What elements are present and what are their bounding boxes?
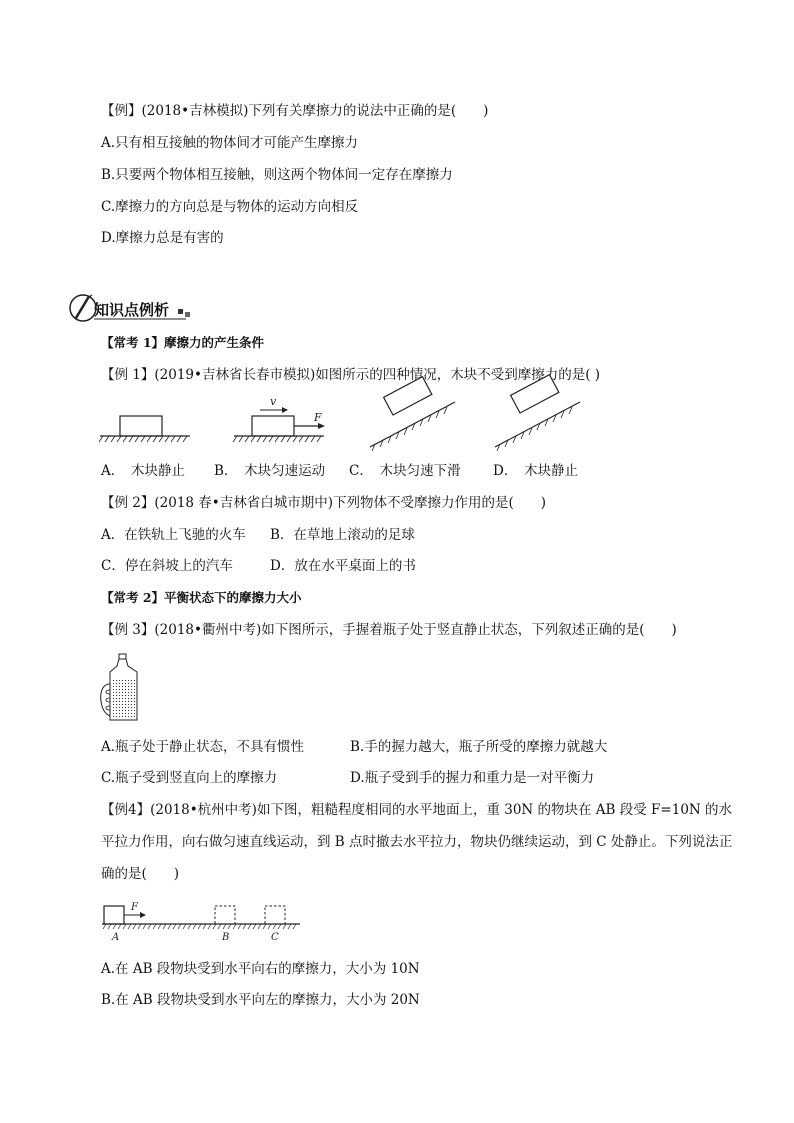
label-f: F <box>131 902 138 913</box>
example-2-stem: 【例 2】(2018 春•吉林省白城市期中)下列物体不受摩擦力作用的是( ) <box>101 495 547 511</box>
example-2-option-b: B．在草地上滚动的足球 <box>270 527 415 543</box>
figure-c <box>370 377 455 451</box>
example-3-option-b: B.手的握力越大，瓶子所受的摩擦力就越大 <box>350 739 608 755</box>
option-c: C.摩擦力的方向总是与物体的运动方向相反 <box>101 199 359 215</box>
figure-label-d: D． 木块静止 <box>493 463 579 479</box>
example-4-option-b: B.在 AB 段物块受到水平向左的摩擦力，大小为 20N <box>101 992 420 1008</box>
figure-label-a: A． 木块静止 <box>101 463 185 479</box>
figure-a <box>99 416 190 442</box>
option-d: D.摩擦力总是有害的 <box>101 230 224 246</box>
topic-heading-1: 【常考 1】摩擦力的产生条件 <box>101 335 265 350</box>
example-4-stem-line-3: 确的是( ) <box>101 866 180 882</box>
figure-label-c: C． 木块匀速下滑 <box>349 463 461 479</box>
figure-label-b: B． 木块匀速运动 <box>214 463 326 479</box>
example-3-option-d: D.瓶子受到手的握力和重力是一对平衡力 <box>350 770 595 786</box>
option-b: B.只要两个物体相互接触，则这两个物体间一定存在摩擦力 <box>101 167 453 183</box>
label-b: B <box>222 932 230 943</box>
example-1-figures <box>100 392 620 452</box>
option-a: A.只有相互接触的物体间才可能产生摩擦力 <box>101 135 359 151</box>
example-2-option-d: D．放在水平桌面上的书 <box>270 558 416 574</box>
label-v: v <box>270 395 277 408</box>
figure-d <box>495 375 580 451</box>
label-f: F <box>314 411 322 424</box>
label-a: A <box>112 932 120 943</box>
example-1-stem: 【例 1】(2019•吉林省长春市模拟)如图所示的四种情况，木块不受到摩擦力的是( ) <box>101 367 601 383</box>
example-3-stem: 【例 3】(2018•衢州中考)如下图所示，手握着瓶子处于竖直静止状态，下列叙述正确的是( ) <box>101 622 677 638</box>
label-c: C <box>271 932 279 943</box>
question-stem: 【例】(2018•吉林模拟)下列有关摩擦力的说法中正确的是( ) <box>101 103 489 119</box>
example-3-option-c: C.瓶子受到竖直向上的摩擦力 <box>101 770 278 786</box>
example-2-option-a: A．在铁轨上飞驰的火车 <box>101 527 246 543</box>
section-header <box>68 292 198 324</box>
example-2-option-c: C．停在斜坡上的汽车 <box>101 558 233 574</box>
topic-heading-2: 【常考 2】平衡状态下的摩擦力大小 <box>101 590 302 605</box>
example-4-stem-line-1: 【例4】(2018•杭州中考)如下图，粗糙程度相同的水平地面上，重 30N 的物块在 AB 段受 F=10N 的水 <box>101 802 733 818</box>
bottle-hand-figure <box>97 652 147 722</box>
section-title: 知识点例析 <box>94 301 170 319</box>
example-4-figure <box>100 898 310 944</box>
example-4-stem-line-2: 平拉力作用，向右做匀速直线运动，到 B 点时撤去水平拉力，物块仍继续运动，到 C 处静止。下列说法正 <box>101 834 733 850</box>
example-3-option-a: A.瓶子处于静止状态，不具有惯性 <box>101 739 305 755</box>
example-4-option-a: A.在 AB 段物块受到水平向右的摩擦力，大小为 10N <box>101 961 420 977</box>
figure-b <box>233 395 325 442</box>
